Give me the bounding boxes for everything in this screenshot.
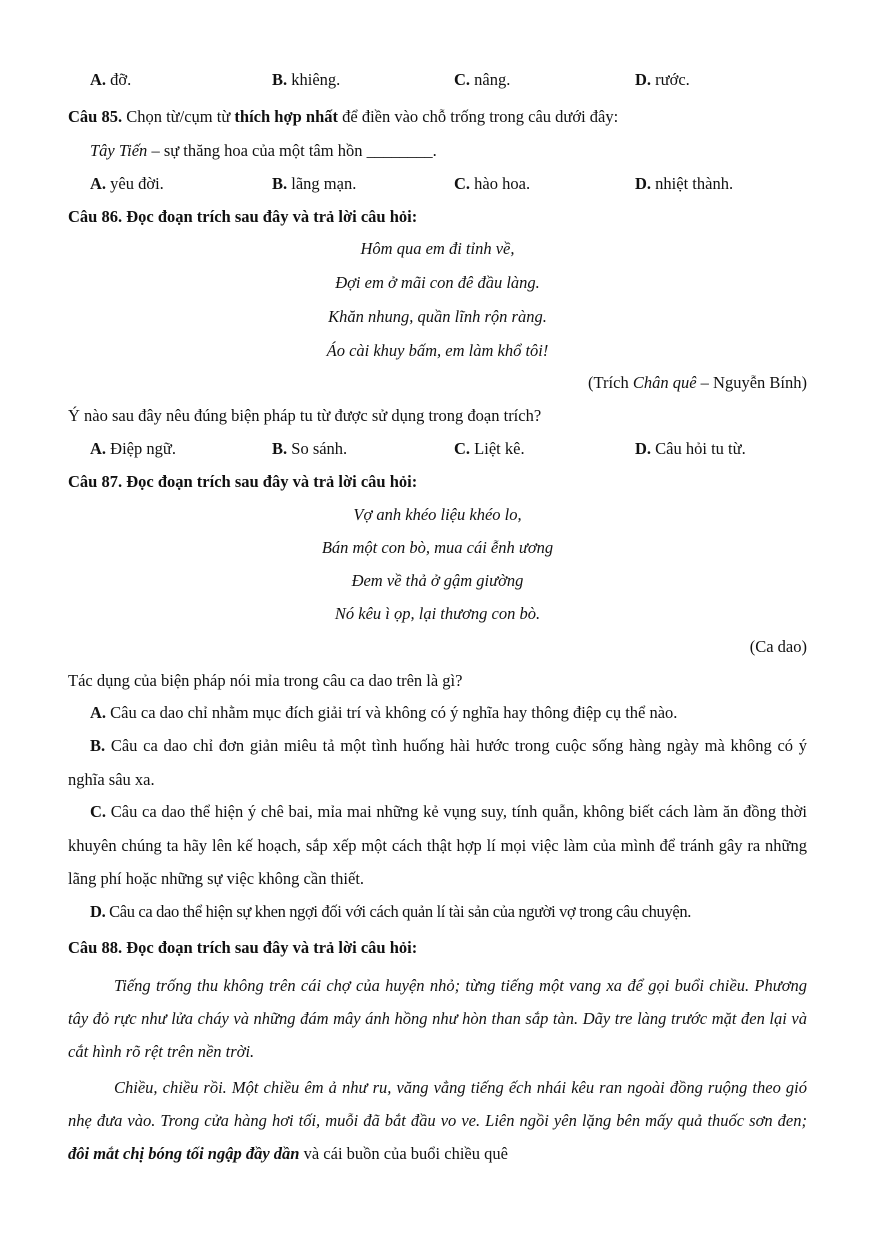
q86-question: Ý nào sau đây nêu đúng biện pháp tu từ được sử dụng trong đoạn trích? <box>68 406 542 425</box>
q85-option-c: C. hào hoa. <box>454 174 531 193</box>
q85-option-b: B. lãng mạn. <box>272 174 357 193</box>
q87-option-b: B. Câu ca dao chỉ đơn giản miêu tả một tình huống hài hước trong cuộc sống hàng ngày mà không có ý nghĩa sâu xa. <box>68 736 807 789</box>
q87-poem-line: Vợ anh khéo liệu khéo lo, <box>353 505 522 524</box>
q86-poem-line: Đợi em ở mãi con đê đầu làng. <box>335 273 540 292</box>
q88-heading: Câu 88. Đọc đoạn trích sau đây và trả lời câu hỏi: <box>68 938 418 957</box>
q87-question: Tác dụng của biện pháp nói mỉa trong câu ca dao trên là gì? <box>68 671 463 690</box>
q85-prompt: Câu 85. Chọn từ/cụm từ thích hợp nhất để điền vào chỗ trống trong câu dưới đây: <box>68 107 619 126</box>
q85-option-a: A. yêu đời. <box>90 174 164 193</box>
q85-option-d: D. nhiệt thành. <box>635 174 734 193</box>
q86-option-b: B. So sánh. <box>272 439 348 458</box>
option-b: B. khiêng. <box>272 70 341 89</box>
q87-option-c: C. Câu ca dao thể hiện ý chê bai, mỉa mai những kẻ vụng suy, tính quẫn, không biết cách làm ăn đồng thời khuyên chúng ta hãy lên kế hoạch, sắp xếp một cách thật hợp lí mọi việc làm của mình để tránh gây ra những lãng phí hoặc những sự việc không cần thiết. <box>68 802 807 888</box>
q86-source: (Trích Chân quê – Nguyễn Bính) <box>588 373 807 392</box>
q86-heading: Câu 86. Đọc đoạn trích sau đây và trả lời câu hỏi: <box>68 207 418 226</box>
q87-option-d: D. Câu ca dao thể hiện sự khen ngợi đối với cách quản lí tài sản của người vợ trong câu chuyện. <box>90 902 691 921</box>
q86-option-a: A. Điệp ngữ. <box>90 439 176 458</box>
q87-heading: Câu 87. Đọc đoạn trích sau đây và trả lời câu hỏi: <box>68 472 418 491</box>
q87-poem-line: Nó kêu ì ọp, lại thương con bò. <box>334 604 541 623</box>
q87-option-a: A. Câu ca dao chỉ nhằm mục đích giải trí và không có ý nghĩa hay thông điệp cụ thể nào. <box>90 703 678 722</box>
q88-passage-paragraph: Chiều, chiều rồi. Một chiều êm ả như ru, văng vẳng tiếng ếch nhái kêu ran ngoài đồng ruộng theo gió nhẹ đưa vào. Trong cửa hàng hơi tối, muỗi đã bắt đầu vo ve. Liên ngồi yên lặng bên mấy quả thuốc sơn đen; đôi mắt chị bóng tối ngập đầy dần và cái buồn của buổi chiều quê <box>68 1078 807 1164</box>
option-d: D. rước. <box>635 70 690 89</box>
q87-poem-line: Bán một con bò, mua cái ễnh ương <box>321 538 554 557</box>
q86-poem-line: Khăn nhung, quần lĩnh rộn ràng. <box>328 307 547 326</box>
q87-source: (Ca dao) <box>749 637 807 656</box>
q85-sentence: Tây Tiến – sự thăng hoa của một tâm hồn ________. <box>90 141 437 160</box>
q87-poem-line: Đem về thả ở gậm giường <box>351 571 524 590</box>
option-c: C. nâng. <box>454 70 511 89</box>
q86-option-d: D. Câu hỏi tu từ. <box>635 439 746 458</box>
q86-option-c: C. Liệt kê. <box>454 439 525 458</box>
q86-poem-line: Áo cài khuy bấm, em làm khổ tôi! <box>326 341 549 360</box>
q88-passage-paragraph: Tiếng trống thu không trên cái chợ của huyện nhỏ; từng tiếng một vang xa để gọi buổi chiều. Phương tây đỏ rực như lửa cháy và những đám mây ánh hồng như hòn than sắp tàn. Dãy tre làng trước mặt đen lại và cắt hình rõ rệt trên nền trời. <box>68 976 807 1062</box>
q86-poem-line: Hôm qua em đi tỉnh về, <box>360 239 515 258</box>
option-a: A. đỡ. <box>90 70 132 89</box>
